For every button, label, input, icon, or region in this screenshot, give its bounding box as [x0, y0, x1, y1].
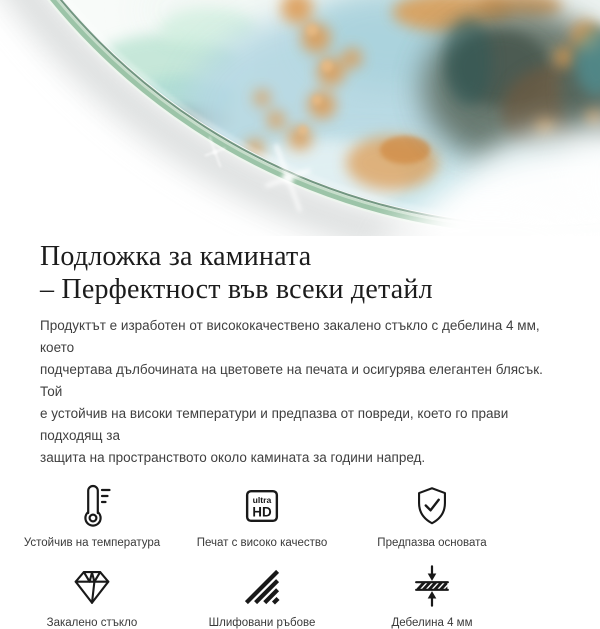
svg-text:ultra: ultra [252, 495, 272, 506]
title-line-1: Подложка за камината [40, 241, 312, 272]
shield-check-icon [409, 479, 455, 529]
feature-thickness [347, 559, 517, 629]
feature-label: Дебелина 4 мм [391, 617, 473, 629]
feature-label: Печат с високо качество [196, 537, 328, 549]
description-line: е устойчив на високи температури и предпазва от повреди, което го прави подходящ за [40, 406, 509, 443]
svg-text:HD: HD [252, 504, 272, 520]
feature-label: Шлифовани ръбове [208, 617, 316, 629]
feature-label: Закалено стъкло [46, 617, 138, 629]
polished-edges-icon [240, 559, 284, 609]
feature-polished-edges [177, 559, 347, 629]
thickness-icon [409, 559, 455, 609]
feature-protects-base [347, 479, 517, 549]
description-line: Продуктът е изработен от висококачествено закалено стъкло с дебелина 4 мм, което [40, 318, 540, 355]
title-line-2: – Перфектност във всеки детайл [40, 274, 433, 305]
description-line: подчертава дълбочината на цветовете на печата и осигурява елегантен блясък. Той [40, 362, 543, 399]
thermometer-icon [68, 479, 116, 529]
glass-mat-photo [0, 0, 600, 236]
feature-temperature-resistant [7, 479, 177, 549]
product-description [40, 315, 560, 469]
product-info-section [0, 236, 600, 629]
feature-high-quality-print [177, 479, 347, 549]
description-line: защита на пространството около камината за години напред. [40, 450, 426, 465]
feature-label: Устойчив на температура [23, 537, 161, 549]
ultra-hd-icon [239, 479, 285, 529]
diamond-icon [69, 559, 115, 609]
feature-label: Предпазва основата [377, 537, 487, 549]
feature-tempered-glass [7, 559, 177, 629]
page-title [40, 240, 560, 306]
feature-grid [7, 479, 560, 629]
product-hero-image [0, 0, 600, 236]
